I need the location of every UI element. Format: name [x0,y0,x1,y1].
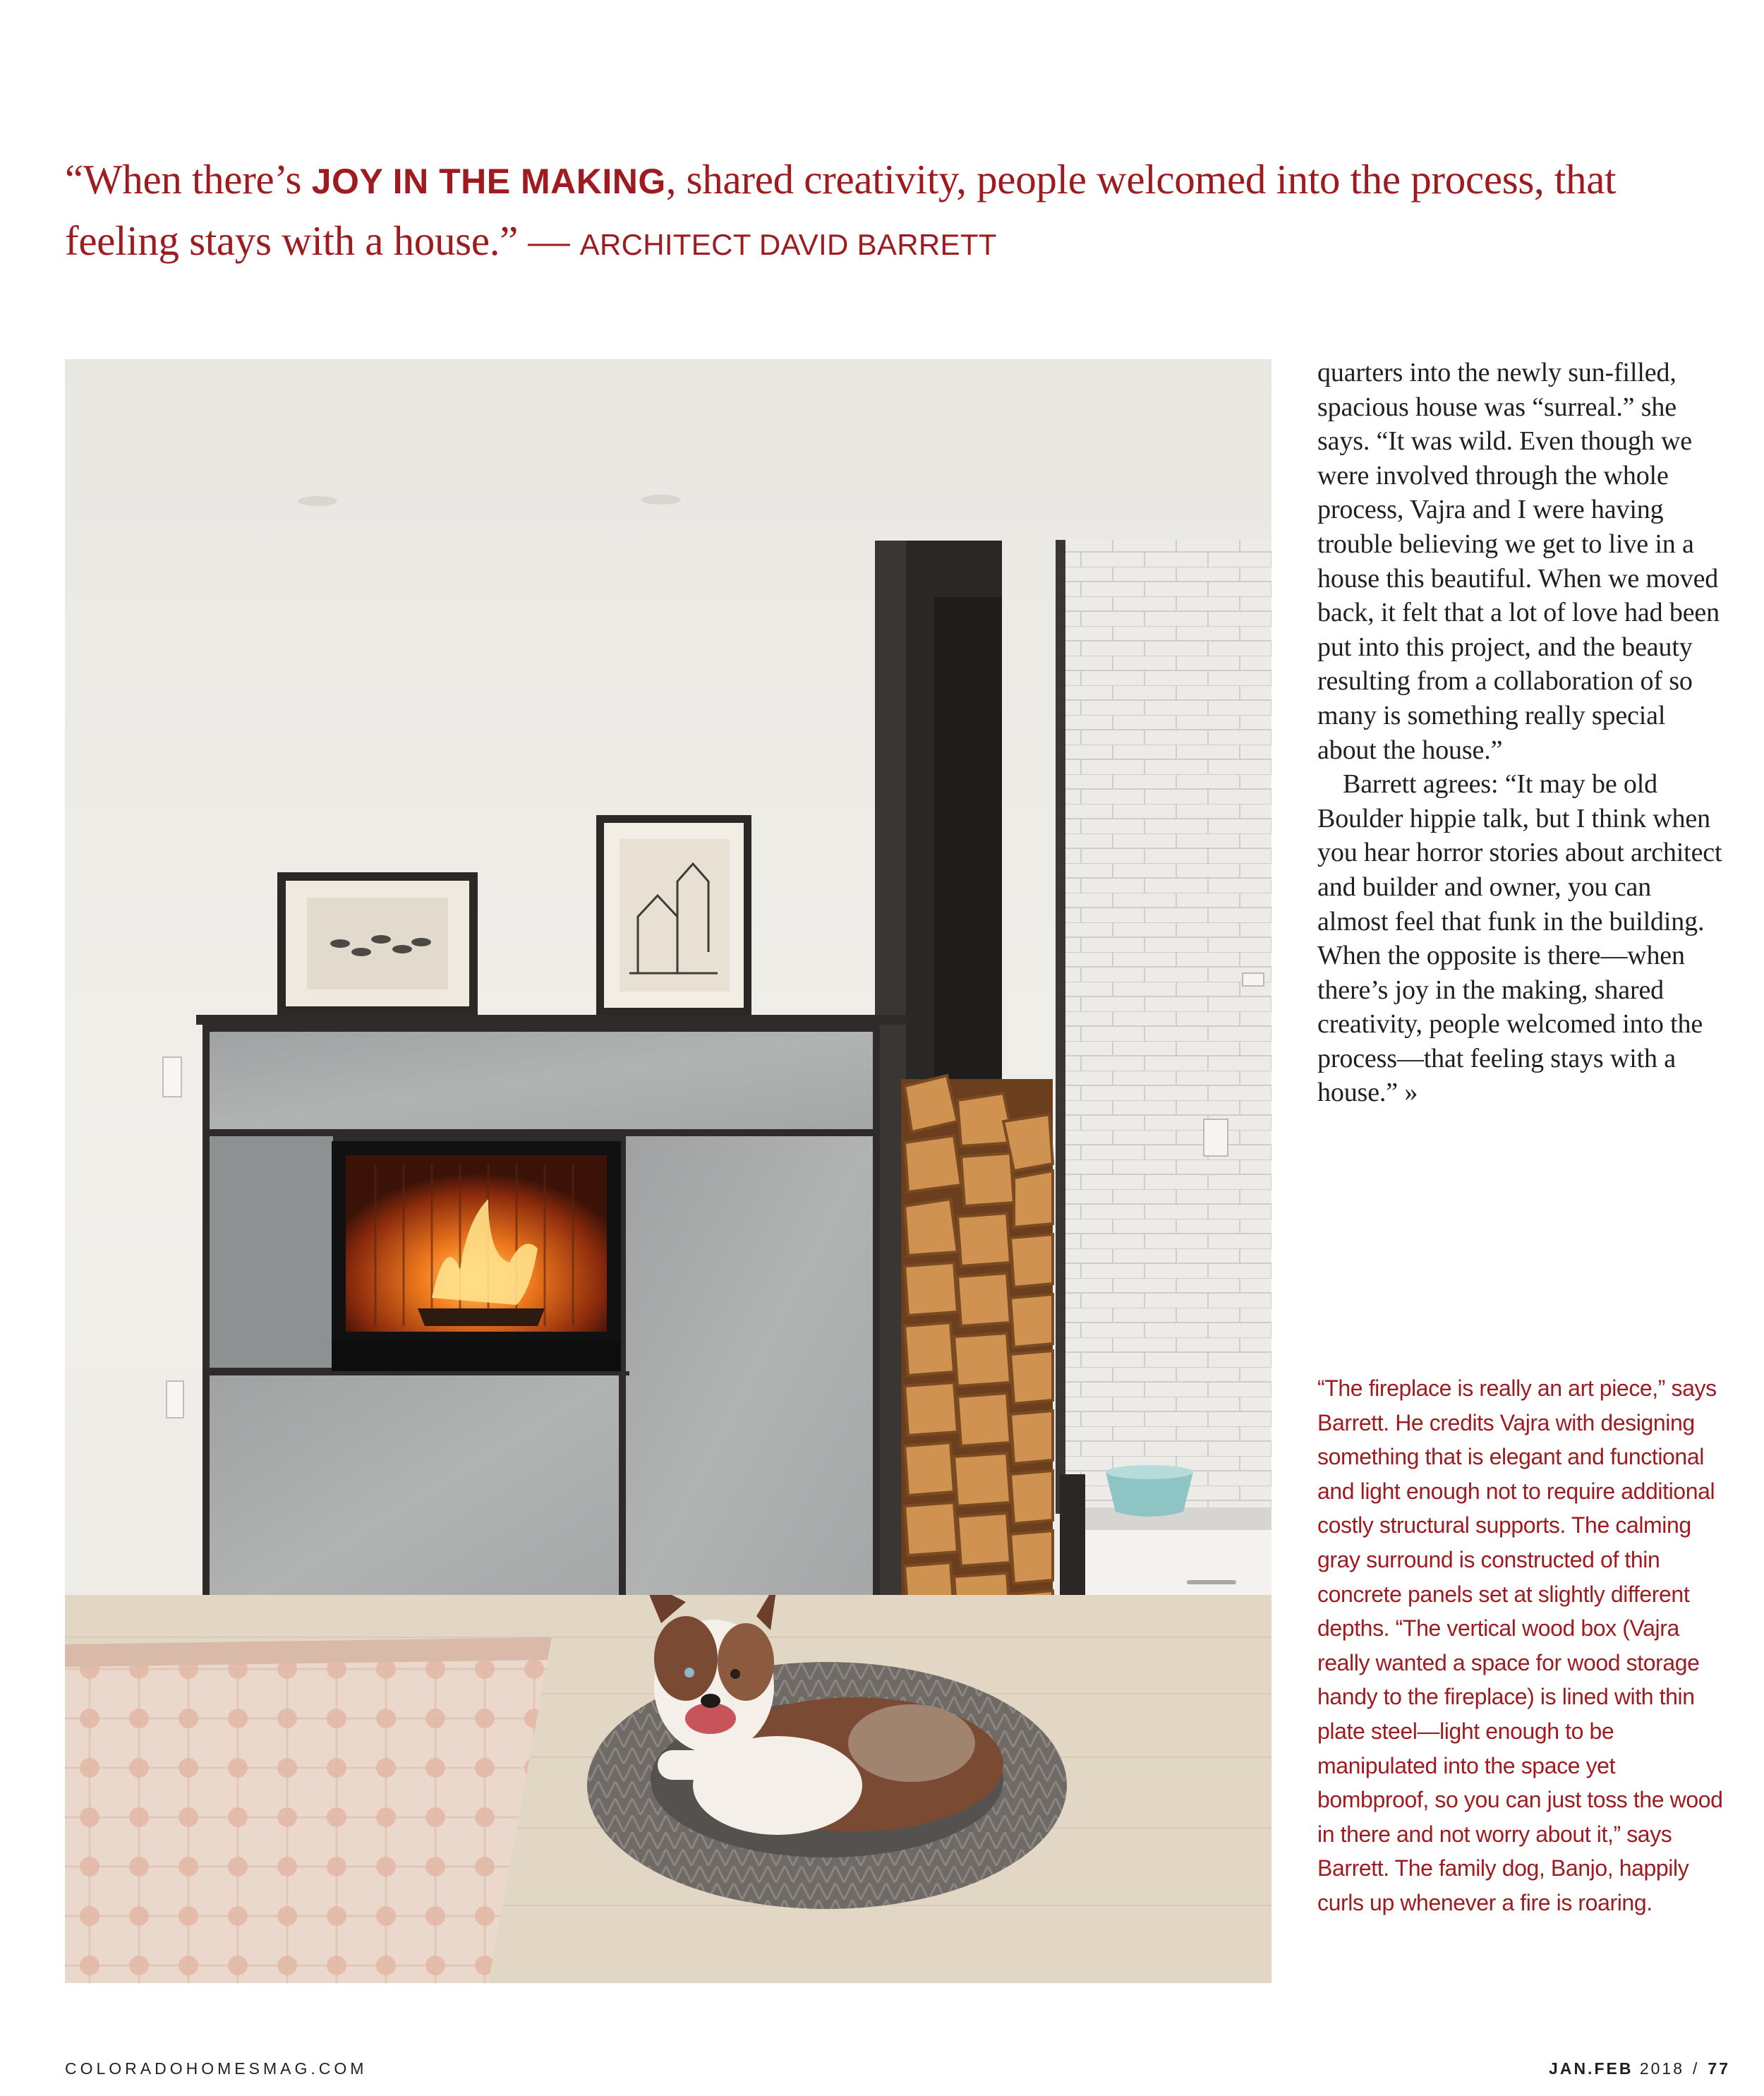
footer-separator: / [1693,2059,1700,2078]
pull-quote-attribution: ARCHITECT DAVID BARRETT [579,228,997,261]
body-paragraph-2: Barrett agrees: “It may be old Boulder hippie talk, but I think when you hear horror stories about architect and builder and owner, you can almost feel that funk in the building. When the opposite is there—when there’s joy in the making, shared creativity, people welcomed into the process—that feeling stays with a house.” » [1317,769,1722,1108]
pull-quote-open: “When there’s [65,156,312,203]
page-footer [65,2059,1730,2088]
footer-folio [1549,2059,1730,2078]
pull-quote [65,150,1730,275]
footer-page-number: 77 [1708,2059,1730,2078]
pull-quote-emphasis: JOY IN THE MAKING [311,162,666,201]
photo-caption: “The fireplace is really an art piece,” says Barrett. He credits Vajra with designing something that is elegant and functional and light enough not to require additional costly structural supports. The calming gray surround is constructed of thin concrete panels set at slightly different depths. “The vertical wood box (Vajra really wanted a space for wood storage handy to the fireplace) is lined with thin plate steel—light enough to be manipulated into the space yet bombproof, so you can just toss the wood in there and not worry about it,” says Barrett. The family dog, Banjo, happily curls up whenever a fire is roaring. [1317,1375,1723,1915]
body-paragraph-1: quarters into the newly sun-filled, spacious house was “surreal.” she says. “It was wild. Even though we were involved through the whole process, Vajra and I were having trouble believing we get to live in a house this beautiful. When we moved back, it felt that a lot of love had been put into this project, and the beauty resulting from a collaboration of so many is something really special about the house.” [1317,358,1720,765]
photo-floor-scene [65,1595,1271,1983]
pull-quote-rest: , shared creativity, people welcomed into the process, that feeling stays with a house.” — [65,156,1617,264]
footer-site: COLORADOHOMESMAG.COM [65,2059,368,2078]
footer-issue: JAN.FEB [1549,2059,1633,2078]
body-text [1317,356,1727,1110]
footer-year: 2018 [1639,2059,1685,2078]
